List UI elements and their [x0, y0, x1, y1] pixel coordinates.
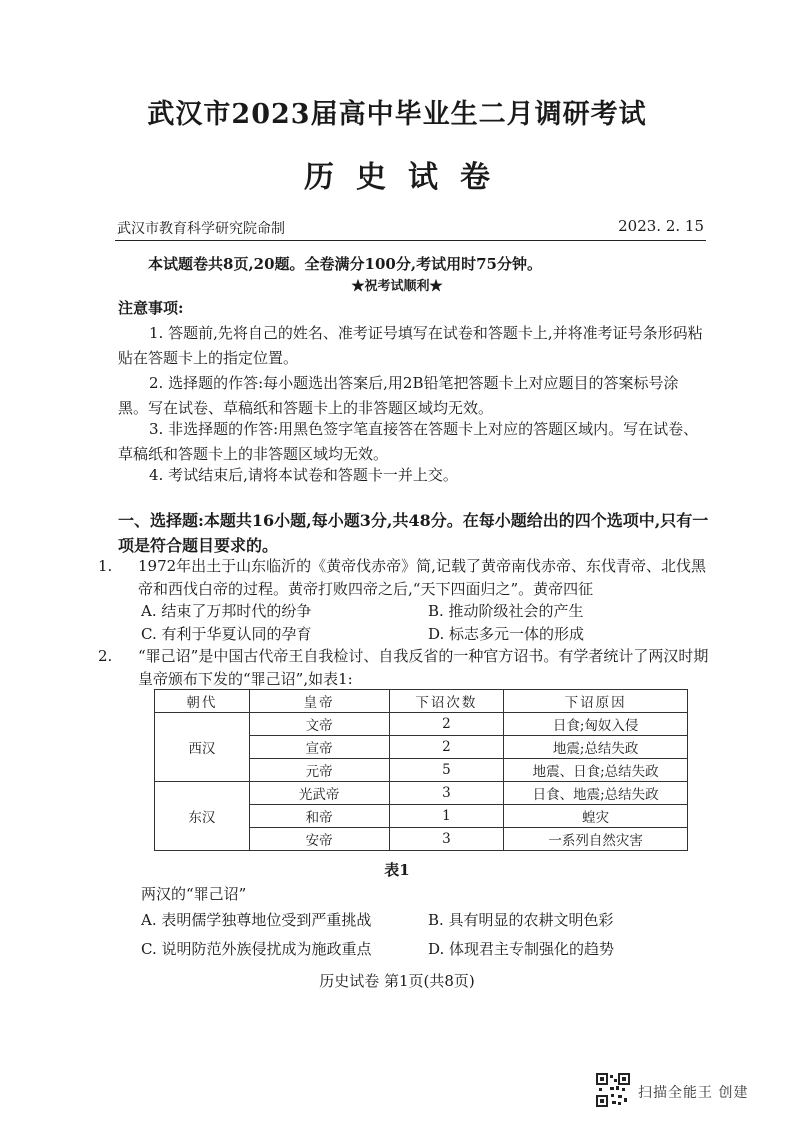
- q2-option-b: B. 具有明显的农耕文明色彩: [428, 911, 614, 929]
- table-cell: 2: [389, 713, 504, 736]
- table-cell: 1: [389, 805, 504, 828]
- table-row: [155, 713, 688, 736]
- section-heading: 一、选择题:本题共16小题,每小题3分,共48分。在每小题给出的四个选项中,只有一项是符合题目要求的。: [118, 511, 709, 555]
- table-header: 皇帝: [249, 690, 389, 713]
- good-luck-line: ★祝考试顺利★: [351, 279, 443, 294]
- table-cell: 安帝: [249, 828, 389, 851]
- table-cell: 蝗灾: [504, 805, 688, 828]
- exam-title: 武汉市2023届高中毕业生二月调研考试: [147, 99, 647, 130]
- q1-option-a: A. 结束了万邦时代的纷争: [141, 602, 312, 620]
- issuer: 武汉市教育科学研究院命制: [117, 221, 285, 237]
- table-cell: 元帝: [249, 759, 389, 782]
- dynasty-cell: 东汉: [155, 782, 250, 851]
- question-2: [98, 645, 710, 691]
- question-text: 1972年出土于山东临沂的《黄帝伐赤帝》简,记载了黄帝南伐赤帝、东伐青帝、北伐黑帝和西伐白帝的过程。黄帝打败四帝之后,“天下四面归之”。黄帝四征: [138, 557, 706, 598]
- header-divider: [115, 240, 706, 241]
- table-cell: 地震、日食;总结失政: [504, 759, 688, 782]
- table-header: 朝代: [155, 690, 250, 713]
- edict-table: [154, 689, 688, 851]
- table-cell: 一系列自然灾害: [504, 828, 688, 851]
- table-cell: 地震;总结失政: [504, 736, 688, 759]
- question-number: 2.: [98, 647, 113, 665]
- table-cell: 和帝: [249, 805, 389, 828]
- q1-option-c: C. 有利于华夏认同的孕育: [141, 625, 312, 643]
- q2-option-d: D. 体现君主专制强化的趋势: [428, 940, 615, 958]
- page-footer: 历史试卷 第1页(共8页): [319, 972, 475, 990]
- scanner-watermark: 扫描全能王 创建: [638, 1085, 749, 1101]
- q1-option-d: D. 标志多元一体的形成: [428, 625, 585, 643]
- exam-intro: 本试题卷共8页,20题。全卷满分100分,考试用时75分钟。: [148, 255, 542, 273]
- notice-item-1: 1. 答题前,先将自己的姓名、准考证号填写在试卷和答题卡上,并将准考证号条形码粘贴在答题卡上的指定位置。: [118, 324, 703, 367]
- table-cell: 日食;匈奴入侵: [504, 713, 688, 736]
- exam-subject: 历史试卷: [304, 160, 512, 195]
- dynasty-cell: 西汉: [155, 713, 250, 782]
- notice-item-2: 2. 选择题的作答:每小题选出答案后,用2B铅笔把答题卡上对应题目的答案标号涂黑。写在试卷、草稿纸和答题卡上的非答题区域均无效。: [118, 374, 679, 417]
- notice-heading: 注意事项:: [118, 299, 184, 317]
- question-number: 1.: [98, 557, 113, 575]
- table-cell: 文帝: [249, 713, 389, 736]
- q2-stem: 两汉的“罪己诏”: [141, 885, 247, 903]
- table-cell: 5: [389, 759, 504, 782]
- table-cell: 3: [389, 828, 504, 851]
- table-cell: 3: [389, 782, 504, 805]
- table-row: [155, 782, 688, 805]
- table-header: 下诏原因: [504, 690, 688, 713]
- question-1: [98, 555, 710, 601]
- q1-option-b: B. 推动阶级社会的产生: [428, 602, 584, 620]
- table-cell: 光武帝: [249, 782, 389, 805]
- table-cell: 宣帝: [249, 736, 389, 759]
- question-text: “罪己诏”是中国古代帝王自我检讨、自我反省的一种官方诏书。有学者统计了两汉时期皇帝颁布下发的“罪己诏”,如表1:: [138, 647, 709, 688]
- exam-date: 2023. 2. 15: [618, 217, 704, 235]
- q2-option-a: A. 表明儒学独尊地位受到严重挑战: [141, 911, 372, 929]
- q2-option-c: C. 说明防范外族侵扰成为施政重点: [141, 940, 372, 958]
- table-header: 下诏次数: [389, 690, 504, 713]
- table-header-row: [155, 690, 688, 713]
- table-cell: 日食、地震;总结失政: [504, 782, 688, 805]
- notice-item-3: 3. 非选择题的作答:用黑色签字笔直接答在答题卡上对应的答题区域内。写在试卷、草稿纸和答题卡上的非答题区域均无效。: [118, 420, 699, 463]
- table-caption: 表1: [384, 861, 410, 879]
- table-cell: 2: [389, 736, 504, 759]
- qr-code-icon: [596, 1073, 630, 1107]
- notice-item-4: 4. 考试结束后,请将本试卷和答题卡一并上交。: [149, 466, 458, 484]
